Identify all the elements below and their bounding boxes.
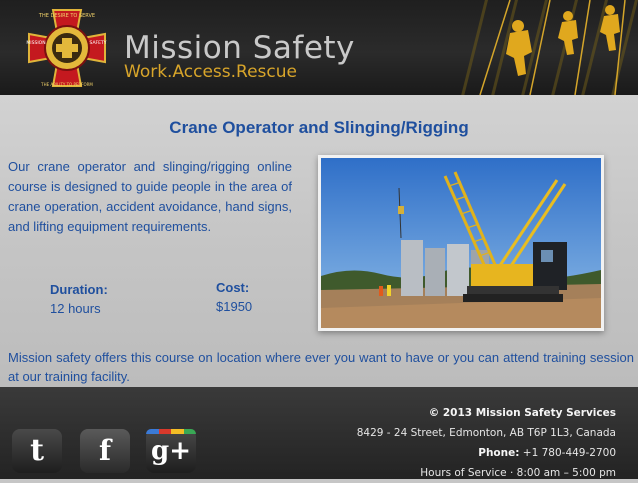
logo-text-right: SAFETY: [89, 41, 107, 46]
facebook-icon: f: [98, 434, 112, 467]
copyright-text: © 2013 Mission Safety Services: [428, 407, 616, 419]
logo-text-left: MISSION: [26, 41, 46, 46]
rope-climbers-graphic: [470, 0, 638, 95]
brand-tagline: Work.Access.Rescue: [124, 62, 297, 82]
hours-value: · 8:00 am – 5:00 pm: [510, 467, 616, 479]
twitter-icon: t: [30, 433, 44, 468]
course-intro: Our crane operator and slinging/rigging online course is designed to guide people in the area of crane operation, accident avoidance, hand signs, and lifting equipment requirements.: [8, 159, 292, 234]
site-header: [0, 0, 638, 95]
phone-label: Phone:: [478, 447, 520, 459]
brand-name: Mission Safety: [124, 30, 355, 66]
logo-text-top: THE DESIRE TO SERVE: [38, 13, 96, 19]
twitter-button[interactable]: [12, 429, 62, 473]
contact-info: [357, 403, 616, 483]
duration-block: [50, 280, 108, 318]
course-title: Crane Operator and Slinging/Rigging: [169, 118, 469, 137]
address-text: 8429 - 24 Street, Edmonton, AB T6P 1L3, Canada: [356, 427, 616, 439]
hours-label: Hours of Service: [420, 467, 507, 479]
google-plus-button[interactable]: [146, 429, 196, 473]
crane-scene-image: [321, 158, 601, 328]
mission-safety-logo[interactable]: [18, 6, 116, 90]
site-footer: [0, 387, 638, 479]
crane-photo: [318, 155, 604, 331]
cost-block: [216, 278, 252, 316]
cost-value: $1950: [216, 299, 253, 314]
cost-label: Cost:: [216, 280, 250, 295]
google-plus-icon: g+: [151, 436, 191, 466]
duration-label: Duration:: [50, 282, 108, 297]
logo-text-bottom: THE ABILITY TO PERFORM: [41, 82, 93, 87]
brand: [124, 32, 355, 82]
duration-value: 12 hours: [50, 301, 101, 316]
facebook-button[interactable]: [80, 429, 130, 473]
course-availability: Mission safety offers this course on location where ever you want to have or you can attend training session at our training facility.: [8, 350, 634, 384]
phone-value[interactable]: +1 780-449-2700: [522, 447, 616, 459]
